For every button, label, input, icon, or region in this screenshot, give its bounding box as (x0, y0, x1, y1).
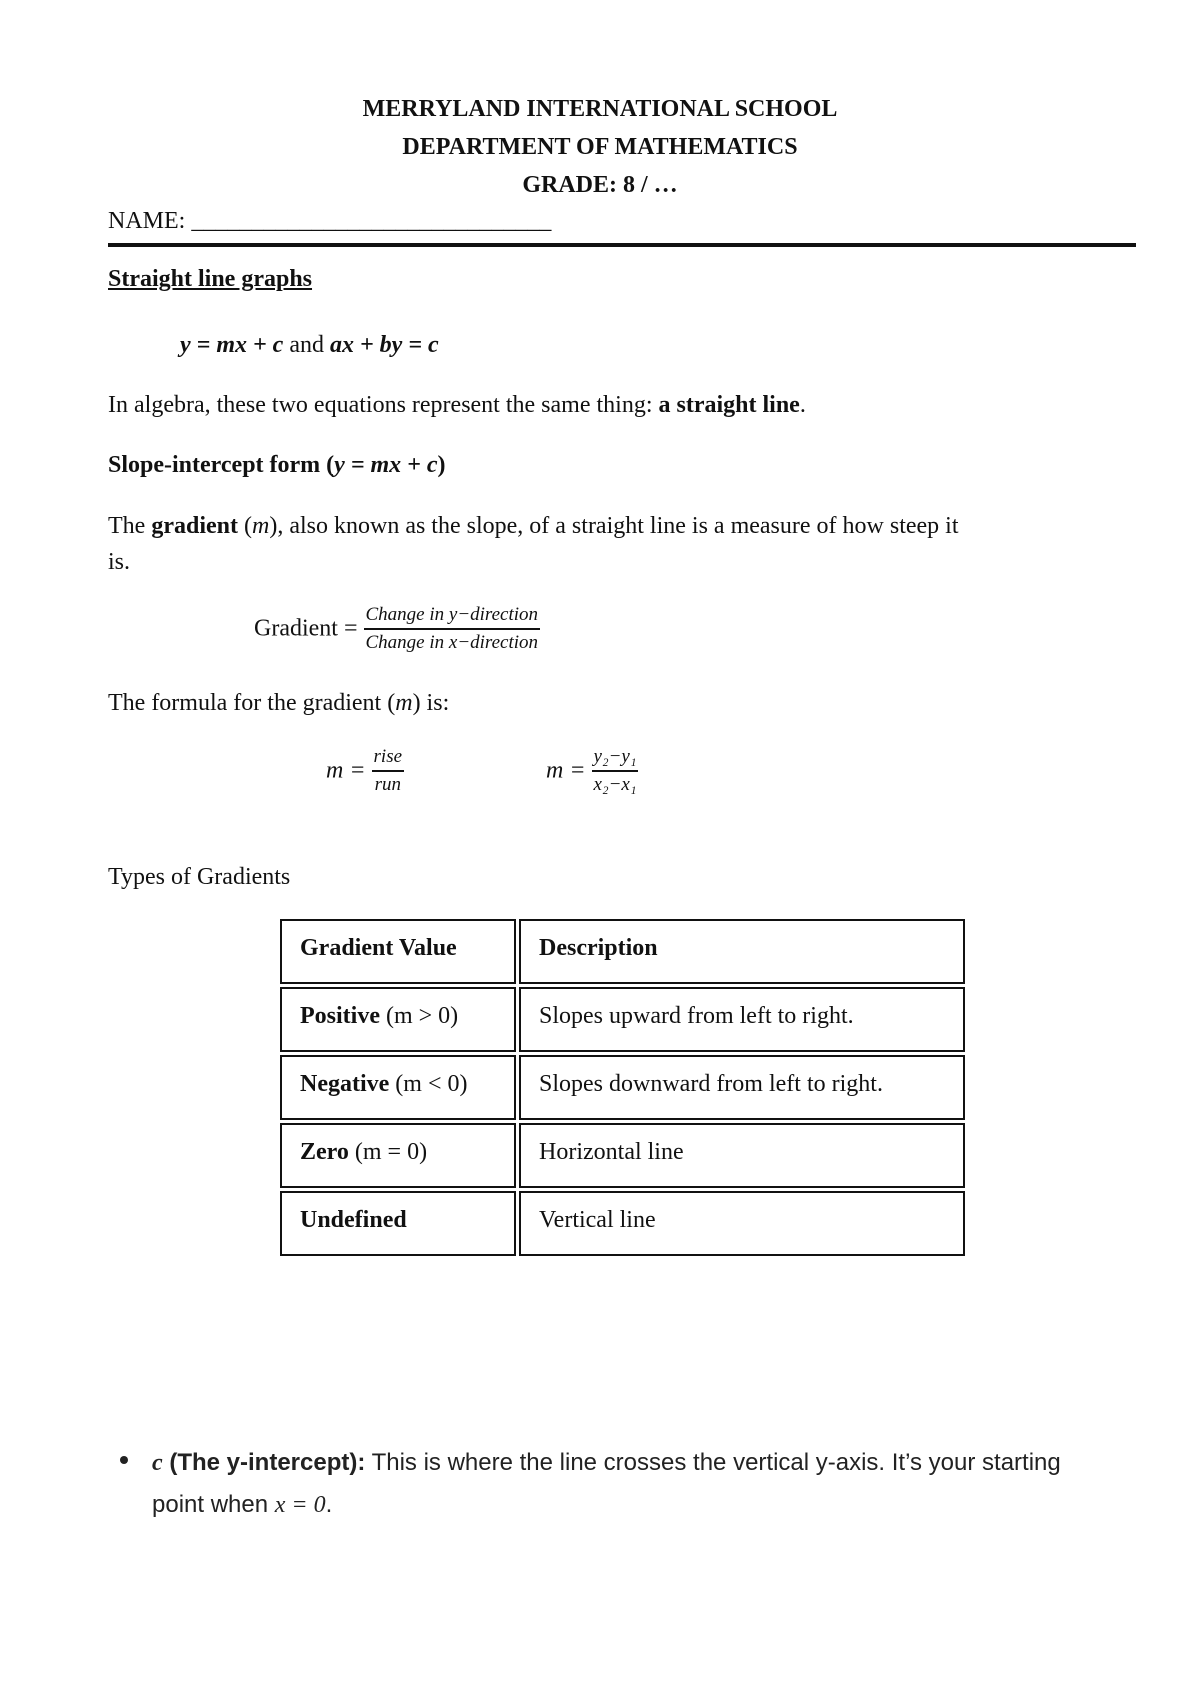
equation-standard-form: ax + by = c (329, 332, 439, 358)
table-row: Negative (m < 0) Slopes downward from left to right. (280, 1055, 965, 1120)
name-blank: ______________________________ (191, 208, 552, 234)
gradient-fraction: $\frac{\text{Change in y−direction}}{\text{Change in x−direction}}$ (365, 604, 539, 653)
equation-slope-intercept: y = mx + c (180, 332, 284, 358)
table-header-row (280, 919, 965, 984)
types-heading: Types of Gradients (108, 864, 291, 890)
intro-paragraph: In algebra, these two equations represent the same thing: a straight line. (108, 392, 806, 418)
school-name: MERRYLAND INTERNATIONAL SCHOOL (362, 96, 838, 122)
bullet-text: c (The y-intercept): This is where the line crosses the vertical y-axis. It’s your starting point when x = 0. (152, 1449, 1061, 1518)
slope-heading: Slope-intercept form (y = mx + c) (108, 452, 446, 478)
rise-run-formula: m = $\frac{\text{rise}}{\text{run}}$ (326, 746, 403, 795)
header-cell: Description (519, 919, 965, 984)
gradient-definition: The gradient (m), also known as the slope, of a straight line is a measure of how steep it (108, 513, 959, 539)
table-row: Zero (m = 0) Horizontal line (280, 1123, 965, 1188)
table-row: Undefined Vertical line (280, 1191, 965, 1256)
gradient-definition-cont: is. (108, 549, 131, 575)
gradient-formula: Gradient = $\frac{\text{Change in y−direction}}{\text{Change in x−direction}}$ (254, 604, 539, 653)
name-label: NAME: (108, 208, 192, 234)
header-cell: Gradient Value (280, 919, 516, 984)
section-title: Straight line graphs (108, 266, 313, 292)
header-divider (108, 243, 1136, 247)
gradient-types-table (277, 916, 968, 1259)
equations-line: y = mx + c and ax + by = c (180, 332, 439, 358)
bullet-dot (120, 1456, 128, 1464)
formula-intro: The formula for the gradient (m) is: (108, 690, 450, 716)
grade-label: GRADE: 8 / … (522, 172, 678, 198)
department-name: DEPARTMENT OF MATHEMATICS (402, 134, 798, 160)
two-point-formula: m = $\frac{\text{y₂−y₁}}{\text{x₂−x₁}}$ (546, 746, 637, 795)
table-row: Positive (m > 0) Slopes upward from left to right. (280, 987, 965, 1052)
name-field[interactable] (108, 208, 551, 235)
